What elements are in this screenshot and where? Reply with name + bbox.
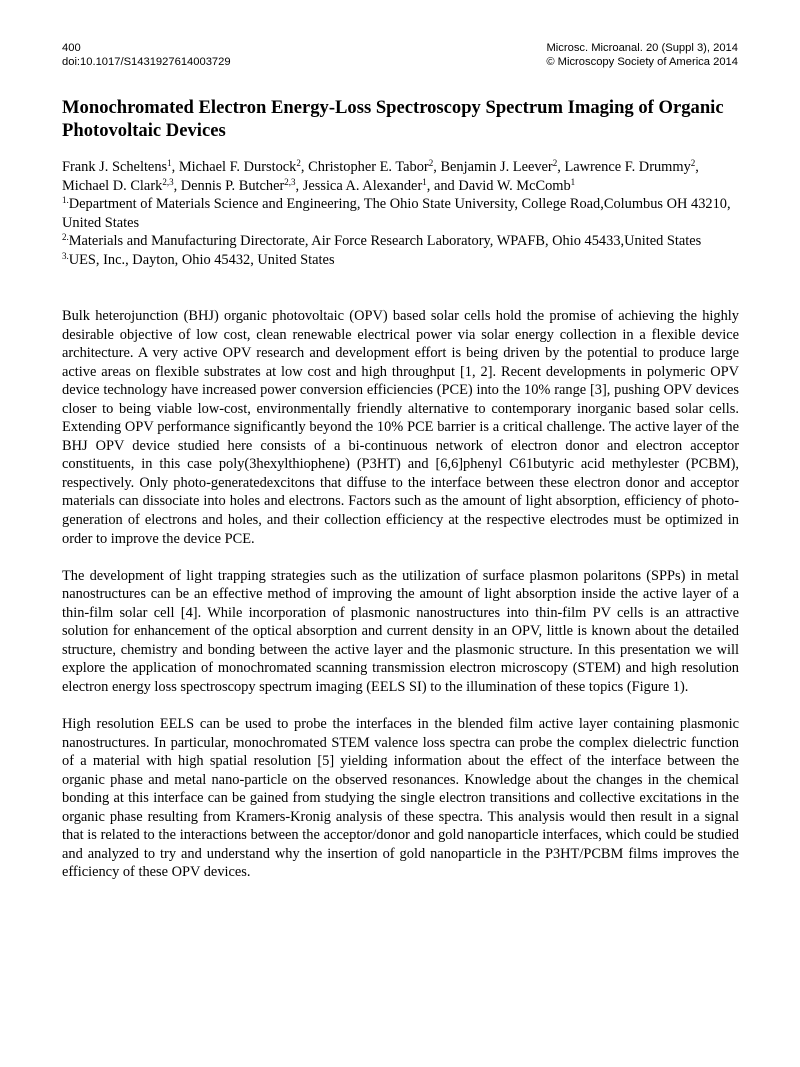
paragraph-2: The development of light trapping strategies such as the utilization of surface plasmon polaritons (SPPs) in metal nanostructures can be an effective method of improving the amount of light absorption inside the active layer of a thin-film solar cell [4]. While incorporation of plasmonic nanostructures into thin-film PV cells is an attractive solution for enhancement of the optical absorption and current density in an OPV, little is known about the detailed structure, chemistry and bonding between the active layer and the plasmonic structure. In this presentation we will explore the application of monochromated scanning transmission electron microscopy (STEM) and high resolution electron energy loss spectroscopy spectrum imaging (EELS SI) to the illumination of these topics (Figure 1). <box>62 567 739 695</box>
author: Benjamin J. Leever$^2$, <box>440 158 565 175</box>
author: Dennis P. Butcher$^{2,3}$, <box>180 176 303 194</box>
paragraph-3: High resolution EELS can be used to probe the interfaces in the blended film active layer containing plasmonic nanostructures. In particular, monochromated STEM valence loss spectra can probe the complex dielectric function of a material with high spatial resolution [5] yielding information about the effect of the interface between the organic phase and metal nano-particle on the observed resonances. Knowledge about the changes in the chemical bonding at this interface can be gained from studying the single electron transitions and collective excitations in the organic phase resulting from Kramers-Kronig analysis of these spectra. This analysis would then result in a signal that is related to the interactions between the acceptor/donor and gold nanoparticle interfaces, which could be studied and analyzed to try and understand why the insertion of gold nanoparticle in the P3HT/PCBM films improves the efficiency of these OPV devices. <box>62 716 739 881</box>
page-number: 400 <box>62 42 81 54</box>
author: Frank J. Scheltens$^1$, <box>62 158 179 175</box>
author: Lawrence F. Drummy$^2$, <box>564 158 699 175</box>
doi: doi:10.1017/S1431927614003729 <box>62 56 231 68</box>
affiliation-2: $^{2.}$Materials and Manufacturing Directorate, Air Force Research Laboratory, WPAFB, Ohio 45433,United States <box>62 232 702 250</box>
author: Michael F. Durstock$^2$, <box>178 158 309 175</box>
author: Jessica A. Alexander$^1$, and <box>302 176 459 194</box>
author: Michael D. Clark$^{2,3}$, <box>62 176 181 194</box>
affiliation-3: $^{3.}$UES, Inc., Dayton, Ohio 45432, United States <box>62 250 335 268</box>
copyright: © Microscopy Society of America 2014 <box>546 56 738 68</box>
author: Christopher E. Tabor$^2$, <box>308 158 441 175</box>
affiliation-1: $^{1.}$Department of Materials Science and Engineering, The Ohio State University, College Road,Columbus OH 43210, United States <box>62 195 731 231</box>
paragraph-1: Bulk heterojunction (BHJ) organic photovoltaic (OPV) based solar cells hold the promise of achieving the highly desirable objective of low cost, clean renewable electrical power via solar energy collection in a flexible device architecture. A very active OPV research and development effort is being driven by the potential to produce large active areas on flexible substrates at low cost and high throughput [1, 2]. Recent developments in polymeric OPV device technology have increased power conversion efficiencies (PCE) into the 10% range [3], pushing OPV devices closer to being viable low-cost, environmentally friendly alternative to contemporary inorganic based solar cells. Extending OPV performance significantly beyond the 10% PCE barrier is a critical challenge. The active layer of the BHJ OPV device studied here consists of a bi-continuous network of electron donor and electron acceptor constituents, in this case poly(3hexylthiophene) (P3HT) and [6,6]phenyl C61butyric acid methylester (PCBM), respectively. Only photo-generatedexcitons that diffuse to the interface between these electron donor and acceptor materials can dissociate into holes and electrons. Factors such as the amount of light absorption, efficiency of photo-generation of electrons and holes, and their collection efficiency at the respective electrodes must be optimized in order to improve the device PCE. <box>62 308 739 547</box>
header-right <box>546 41 738 69</box>
paper-title: Monochromated Electron Energy-Loss Spectroscopy Spectrum Imaging of Organic Photovoltaic Devices <box>62 97 724 141</box>
author: David W. McComb$^1$ <box>458 176 576 194</box>
journal-citation: Microsc. Microanal. 20 (Suppl 3), 2014 <box>546 42 738 54</box>
author-block <box>62 158 742 270</box>
author-list <box>62 158 742 195</box>
abstract-body <box>62 307 739 901</box>
header-left <box>62 41 231 69</box>
